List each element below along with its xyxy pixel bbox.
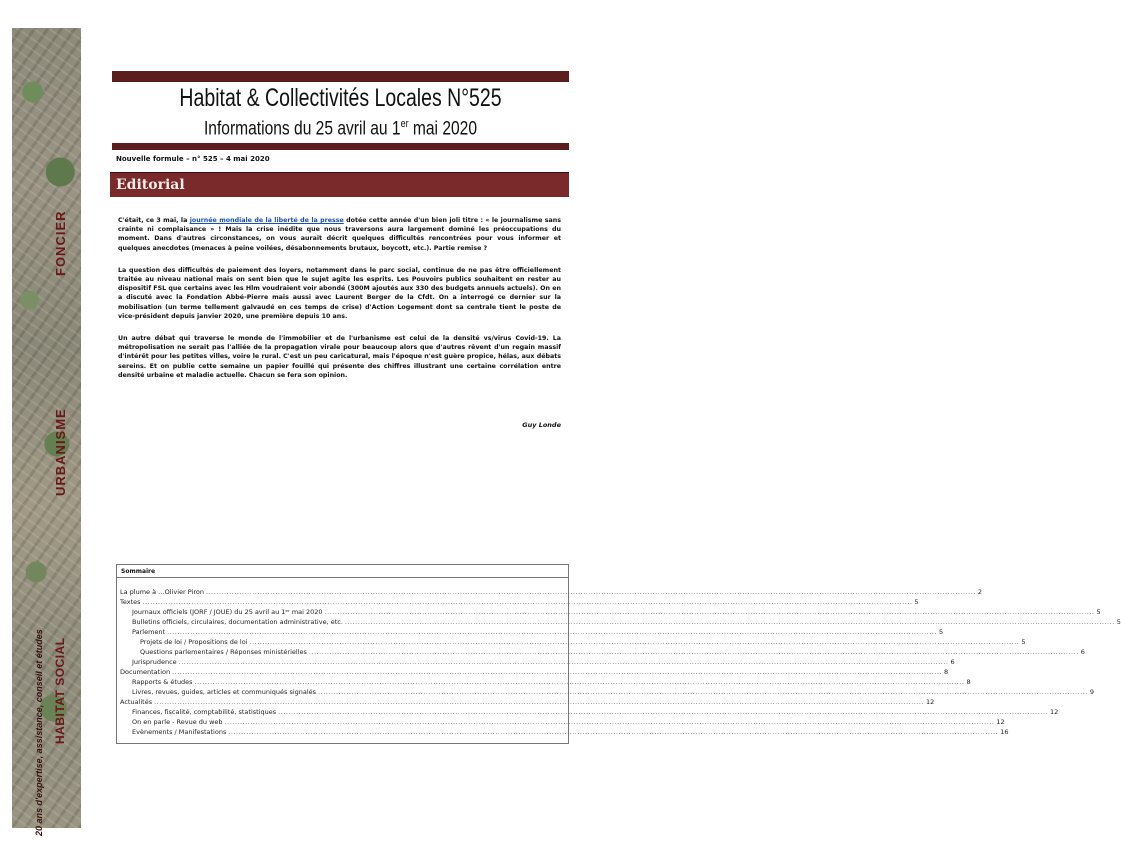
summary-item-page: 9 xyxy=(1089,688,1095,696)
summary-item-leader: ............................................................................................................................................................................................................................................................................................................ xyxy=(308,648,1079,656)
summary-item[interactable] xyxy=(120,698,935,708)
summary-item-page: 5 xyxy=(914,598,919,606)
sidebar-habitat-social: HABITAT SOCIAL xyxy=(53,637,67,744)
page-subtitle: Informations du 25 avril au 1er mai 2020 xyxy=(203,118,478,140)
summary-item-label: La plume à …Olivier Piron xyxy=(120,588,204,596)
summary-item[interactable] xyxy=(120,598,919,608)
sidebar-urbanisme: URBANISME xyxy=(53,408,68,496)
editorial-paragraph-3: Un autre débat qui traverse le monde de l'immobilier et de l'urbanisme est celui de la densité vs/virus Covid-19. La métropolisation ne serait pas l'alliée de la propagation virale pour beaucoup alors que d'autres rêvent d'un regain massif d'intérêt pour les petites villes, voire le rural. C'est un peu caricatural, mais l'époque n'est guère propice, hélas, aux débats sereins. Et on publie cette semaine un papier fouillé qui présente des chiffres illustrant une certaine corrélation entre densité urbaine et maladie actuelle. Chacun se fera son opinion. xyxy=(118,335,561,379)
sidebar-tagline: 20 ans d'expertise, assistance, conseil et études xyxy=(34,629,44,836)
summary-item-page: 5 xyxy=(1021,638,1026,646)
summary-item-leader: ............................................................................................................................................................................................................................................................................................................ xyxy=(154,698,924,706)
summary-item-page: 16 xyxy=(1000,728,1009,736)
summary-item[interactable] xyxy=(120,688,1095,698)
header-bar-top xyxy=(112,71,569,82)
summary-item-leader: ............................................................................................................................................................................................................................................................................................................ xyxy=(178,658,949,666)
summary-item-leader: ............................................................................................................................................................................................................................................................................................................ xyxy=(142,598,913,606)
summary-item-label: Jurisprudence xyxy=(132,658,177,666)
editorial-body xyxy=(118,216,561,393)
editorial-paragraph-1: C'était, ce 3 mai, la journée mondiale de la liberté de la presse dotée cette année d'un bien joli titre : « le journalisme sans crainte ni complaisance » ! Mais la crise inédite que nous traversons aura largement dominé les préoccupations du moment. Dans d'autres circonstances, on vous aurait décrit quelques difficultés rencontrées pour vous informer et quelques anecdotes (menaces à peine voilées, désabonnements brutaux, boycott, etc.). Partie remise ? xyxy=(118,217,561,252)
summary-item[interactable] xyxy=(120,588,982,598)
summary-item-page: 8 xyxy=(943,668,949,676)
press-freedom-day-link[interactable]: journée mondiale de la liberté de la presse xyxy=(189,217,344,224)
summary-item-label: Textes xyxy=(120,598,141,606)
summary-item[interactable] xyxy=(120,638,1026,648)
summary-item-leader: ............................................................................................................................................................................................................................................................................................................ xyxy=(224,718,995,726)
summary-item-label: Evènements / Manifestations xyxy=(132,728,227,736)
summary-heading: Sommaire xyxy=(117,565,568,578)
summary-item[interactable] xyxy=(120,718,1005,728)
summary-item-label: Parlement xyxy=(132,628,166,636)
summary-item-leader: ............................................................................................................................................................................................................................................................................................................ xyxy=(249,638,1020,646)
summary-item-leader: ............................................................................................................................................................................................................................................................................................................ xyxy=(324,608,1095,616)
summary-item-page: 6 xyxy=(950,658,955,666)
summary-box xyxy=(116,564,1121,744)
summary-item-leader: ............................................................................................................................................................................................................................................................................................................ xyxy=(228,728,999,736)
summary-item-label: Livres, revues, guides, articles et communiqués signalés xyxy=(132,688,317,696)
summary-item-label: Bulletins officiels, circulaires, documentation administrative, etc. xyxy=(132,618,343,626)
summary-item-leader: ............................................................................................................................................................................................................................................................................................................ xyxy=(344,618,1115,626)
summary-item-page: 12 xyxy=(996,718,1005,726)
summary-item[interactable] xyxy=(120,728,1009,738)
summary-item[interactable] xyxy=(120,648,1085,658)
summary-item-label: Projets de loi / Propositions de loi xyxy=(140,638,248,646)
summary-item-label: Questions parlementaires / Réponses ministérielles xyxy=(140,648,307,656)
summary-item-leader: ............................................................................................................................................................................................................................................................................................................ xyxy=(318,688,1088,696)
summary-item-leader: ............................................................................................................................................................................................................................................................................................................ xyxy=(167,628,937,636)
summary-list xyxy=(120,588,1121,738)
summary-item-label: Actualités xyxy=(120,698,153,706)
summary-item[interactable] xyxy=(120,628,944,638)
summary-item-leader: ............................................................................................................................................................................................................................................................................................................ xyxy=(278,708,1048,716)
page-title: Habitat & Collectivités Locales N°525 xyxy=(179,84,502,112)
summary-item-page: 6 xyxy=(1080,648,1085,656)
summary-item-label: Rapports & études xyxy=(132,678,193,686)
header-bar-bottom xyxy=(112,143,569,150)
editorial-signature: Guy Londe xyxy=(522,421,561,429)
summary-item-page: 2 xyxy=(977,588,982,596)
summary-item-label: Journaux officiels (JORF / JOUE) du 25 avril au 1ᵉʳ mai 2020 xyxy=(132,608,323,616)
summary-item-label: On en parle - Revue du web xyxy=(132,718,223,726)
summary-item[interactable] xyxy=(120,668,949,678)
editorial-paragraph-2: La question des difficultés de paiement des loyers, notamment dans le parc social, continue de ne pas être officiellement traitée au niveau national mais on sent bien que le sujet agite les esprits. Les Pouvoirs publics souhaitent en rester au dispositif FSL que certains avec les Hlm voudraient voir abondé (300M ajoutés aux 330 des budgets annuels actuels). On en a discuté avec la Fondation Abbé-Pierre mais aussi avec Laurent Berger de la Cfdt. On a interrogé ce dernier sur la mobilisation (un terme tellement galvaudé en ces temps de crise) d'Action Logement dont sa centrale tient le poste de vice-président depuis janvier 2020, une première depuis 10 ans. xyxy=(118,266,561,320)
summary-item[interactable] xyxy=(120,708,1059,718)
summary-item[interactable] xyxy=(120,658,955,668)
sidebar-foncier: FONCIER xyxy=(53,210,68,276)
summary-item-leader: ............................................................................................................................................................................................................................................................................................................ xyxy=(206,588,976,596)
summary-item[interactable] xyxy=(120,618,1121,628)
summary-item-page: 5 xyxy=(1116,618,1121,626)
summary-item-page: 12 xyxy=(925,698,935,706)
aerial-photo-strip xyxy=(12,28,81,836)
summary-item-label: Finances, fiscalité, comptabilité, statistiques xyxy=(132,708,277,716)
summary-item-label: Documentation xyxy=(120,668,171,676)
editorial-heading-box xyxy=(110,172,569,197)
summary-item-page: 5 xyxy=(1096,608,1101,616)
summary-item[interactable] xyxy=(120,608,1101,618)
summary-item-page: 5 xyxy=(938,628,944,636)
summary-item[interactable] xyxy=(120,678,971,688)
summary-item-leader: ............................................................................................................................................................................................................................................................................................................ xyxy=(194,678,965,686)
edition-line: Nouvelle formule – n° 525 – 4 mai 2020 xyxy=(116,155,270,163)
summary-item-page: 12 xyxy=(1049,708,1059,716)
editorial-heading: Editorial xyxy=(116,177,185,193)
summary-item-page: 8 xyxy=(966,678,971,686)
summary-item-leader: ............................................................................................................................................................................................................................................................................................................ xyxy=(172,668,942,676)
